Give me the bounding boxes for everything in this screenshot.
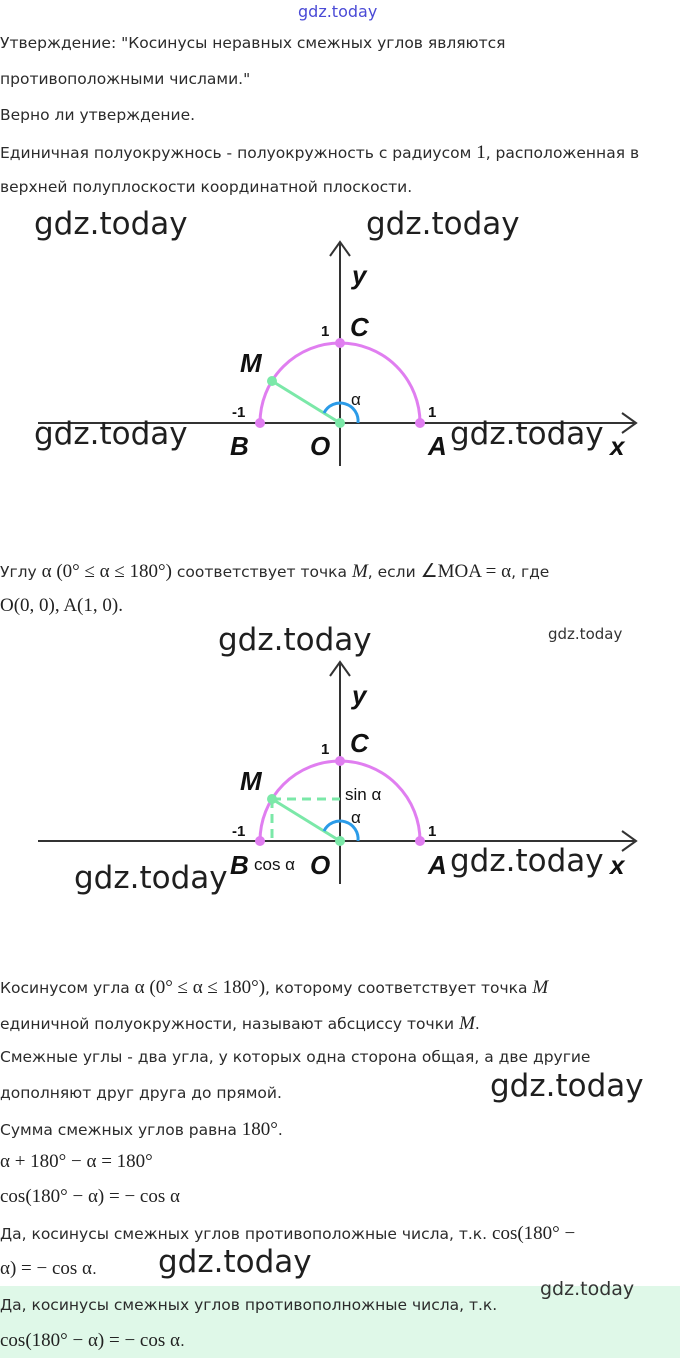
point-a: [415, 836, 425, 846]
point-b: [255, 418, 265, 428]
conclusion-line-1: [0, 1223, 575, 1245]
label-minus-one: -1: [232, 823, 246, 840]
label-one-top: 1: [321, 323, 330, 340]
text-part: соответствует точка: [171, 563, 352, 581]
watermark: gdz.today: [450, 843, 604, 879]
label-one-top: 1: [321, 741, 330, 758]
point-m: [267, 794, 277, 804]
radius-om: [272, 799, 340, 841]
math-range: α (0° ≤ α ≤ 180°): [134, 977, 266, 998]
definition-line-2: верхней полуплоскости координатной плоскости.: [0, 178, 413, 196]
point-o: [335, 836, 345, 846]
point-c: [335, 338, 345, 348]
text-part: Сумма смежных углов равна: [0, 1121, 242, 1139]
math-part: cos(180° − α) = − cos α: [0, 1330, 180, 1351]
watermark-small: gdz.today: [548, 625, 623, 643]
watermark: gdz.today: [34, 206, 188, 242]
label-y: y: [352, 680, 367, 710]
math-m: M: [532, 977, 549, 998]
label-m: M: [240, 766, 262, 796]
radius-value: 1: [476, 142, 486, 163]
point-c: [335, 756, 345, 766]
adjacent-angles-line-2: дополняют друг друга до прямой.: [0, 1084, 282, 1102]
definition-line-1: [0, 142, 639, 164]
label-x: x: [610, 431, 625, 461]
label-b: B: [230, 850, 249, 880]
statement-line-1: Утверждение: "Косинусы неравных смежных углов являются: [0, 34, 506, 52]
angle-definition-line-1: [0, 560, 549, 583]
watermark: gdz.today: [450, 416, 604, 452]
text-part: Косинусом угла: [0, 979, 135, 997]
answer-line-2: [0, 1330, 185, 1352]
cosine-definition-line-1: [0, 977, 548, 999]
math-angle: ∠MOA = α: [420, 561, 512, 582]
watermark-top: gdz.today: [298, 2, 378, 21]
watermark: gdz.today: [490, 1068, 644, 1104]
label-alpha: α: [351, 390, 361, 409]
conclusion-line-2: [0, 1258, 97, 1280]
label-o: O: [310, 431, 331, 461]
radius-om: [272, 381, 340, 423]
label-alpha: α: [351, 808, 361, 827]
label-o: O: [310, 850, 331, 880]
sum-statement: [0, 1119, 283, 1141]
watermark: gdz.today: [74, 860, 228, 896]
text-part: единичной полуокружности, называют абсциссу точки: [0, 1015, 460, 1033]
label-a: A: [428, 431, 447, 461]
angle-definition-line-2: O(0, 0), A(1, 0).: [0, 595, 123, 616]
question-text: Верно ли утверждение.: [0, 106, 196, 124]
label-x: x: [610, 850, 625, 880]
label-c: C: [350, 312, 369, 342]
label-b: B: [230, 431, 249, 461]
equation-sum: α + 180° − α = 180°: [0, 1151, 153, 1172]
text-part: , где: [511, 563, 550, 581]
watermark-small: gdz.today: [540, 1278, 635, 1300]
text-part: .: [474, 1015, 480, 1033]
label-one-right: 1: [428, 823, 437, 840]
text-part: .: [277, 1121, 283, 1139]
math-m: M: [351, 561, 368, 582]
point-b: [255, 836, 265, 846]
adjacent-angles-line-1: Смежные углы - два угла, у которых одна сторона общая, а две другие: [0, 1048, 591, 1066]
label-one-right: 1: [428, 404, 437, 421]
math-range: α (0° ≤ α ≤ 180°): [41, 561, 172, 582]
point-m: [267, 376, 277, 386]
math-m: M: [459, 1013, 475, 1034]
watermark: gdz.today: [366, 206, 520, 242]
label-sin-alpha: sin α: [345, 785, 382, 804]
text-part: Углу: [0, 563, 42, 581]
semicircle-diagram-1: [0, 200, 680, 500]
math-180: 180°: [241, 1119, 278, 1140]
text-part: Да, косинусы смежных углов противоположные числа, т.к.: [0, 1225, 493, 1243]
cosine-definition-line-2: [0, 1013, 480, 1035]
equation-cos: cos(180° − α) = − cos α: [0, 1186, 180, 1207]
point-o: [335, 418, 345, 428]
text-part: , которому соответствует точка: [265, 979, 533, 997]
label-a: A: [428, 850, 447, 880]
definition-text-a: Единичная полуокружнось - полуокружность с радиусом: [0, 144, 477, 162]
definition-text-b: , расположенная в: [485, 144, 640, 162]
watermark: gdz.today: [34, 416, 188, 452]
label-cos-alpha: cos α: [254, 855, 296, 874]
label-y: y: [352, 260, 367, 290]
text-part: .: [179, 1332, 185, 1350]
watermark: gdz.today: [158, 1244, 312, 1280]
label-m: M: [240, 348, 262, 378]
text-part: , если: [367, 563, 421, 581]
math-part: α) = − cos α: [0, 1258, 92, 1279]
math-part: cos(180° −: [492, 1223, 576, 1244]
answer-line-1: Да, косинусы смежных углов противополножные числа, т.к.: [0, 1296, 498, 1314]
point-a: [415, 418, 425, 428]
label-c: C: [350, 728, 369, 758]
watermark: gdz.today: [218, 622, 372, 658]
text-part: .: [92, 1260, 97, 1278]
label-minus-one: -1: [232, 404, 246, 421]
statement-line-2: противоположными числами.": [0, 70, 251, 88]
